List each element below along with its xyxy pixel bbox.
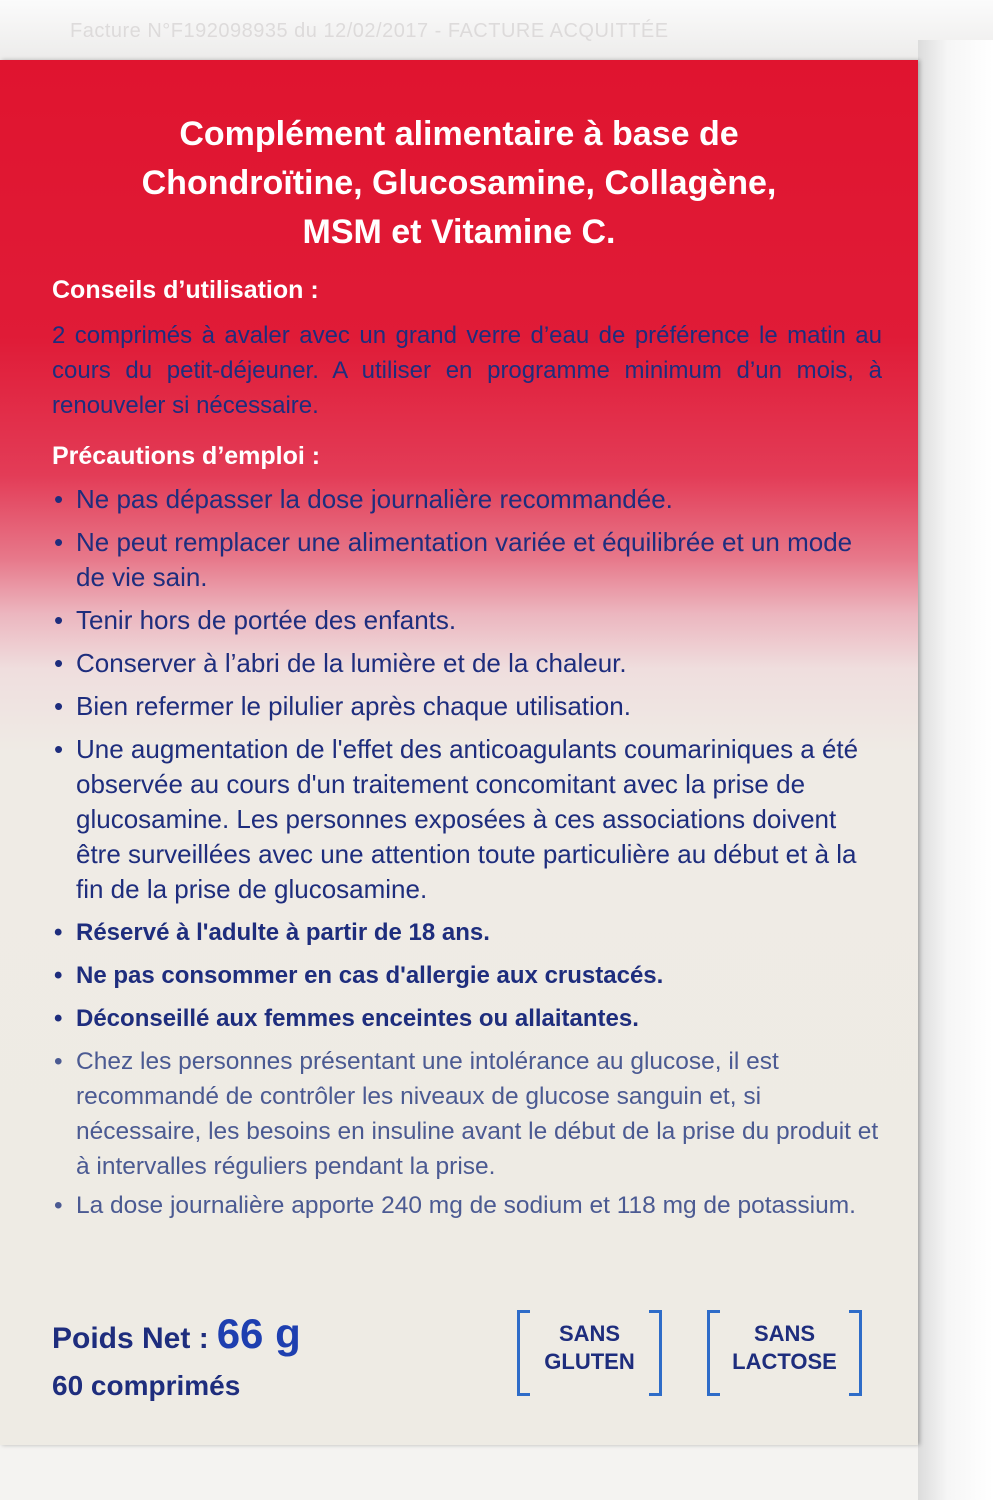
- tablet-count: 60 comprimés: [52, 1370, 241, 1401]
- list-item: • Ne peut remplacer une alimentation variée et équilibrée et un mode de vie sain.: [52, 525, 882, 595]
- badge-line: LACTOSE: [732, 1349, 837, 1374]
- usage-heading: Conseils d’utilisation :: [52, 276, 319, 304]
- receipt-imprint: Facture N°F192098935 du 12/02/2017 - FACTURE ACQUITTÉE: [70, 20, 669, 42]
- list-item-bold: • Déconseillé aux femmes enceintes ou allaitantes.: [52, 1001, 882, 1036]
- list-item-bold: • Ne pas consommer en cas d'allergie aux crustacés.: [52, 958, 882, 993]
- badge-line: SANS: [753, 1321, 816, 1346]
- badge-line: GLUTEN: [544, 1349, 635, 1374]
- gluten-free-badge: [517, 1310, 662, 1398]
- badge-line: SANS: [558, 1321, 621, 1346]
- list-item: • Tenir hors de portée des enfants.: [52, 603, 882, 638]
- lactose-free-badge: [707, 1310, 862, 1398]
- list-item-light: • Chez les personnes présentant une intolérance au glucose, il est recommandé de contrôler les niveaux de glucose sanguin et, si nécessaire, les besoins en insuline avant le début de la prise du produit et à intervalles réguliers pendant la prise.: [52, 1044, 882, 1184]
- list-item-bold: • Réservé à l'adulte à partir de 18 ans.: [52, 915, 882, 950]
- title-line: Chondroïtine, Glucosamine, Collagène,: [141, 164, 777, 202]
- usage-text: 2 comprimés à avaler avec un grand verre d’eau de préférence le matin au cours du petit-déjeuner. A utiliser en programme minimum d’un mois, à renouveler si nécessaire.: [52, 322, 882, 419]
- list-item: • Ne pas dépasser la dose journalière recommandée.: [52, 482, 882, 517]
- product-title: [0, 110, 918, 257]
- box-side-edge: [918, 40, 993, 1500]
- precautions-list: [52, 482, 882, 1223]
- list-item: • Conserver à l’abri de la lumière et de la chaleur.: [52, 646, 882, 681]
- list-item-light: • La dose journalière apporte 240 mg de sodium et 118 mg de potassium.: [52, 1188, 882, 1223]
- net-weight-label: Poids Net :: [52, 1322, 209, 1355]
- net-weight: [52, 1310, 301, 1358]
- net-weight-value: 66 g: [216, 1310, 301, 1357]
- title-line: Complément alimentaire à base de: [179, 115, 739, 153]
- precautions-heading: Précautions d’emploi :: [52, 442, 321, 470]
- list-item: • Bien refermer le pilulier après chaque utilisation.: [52, 689, 882, 724]
- list-item: • Une augmentation de l'effet des anticoagulants coumariniques a été observée au cours d'un traitement concomitant avec la prise de glucosamine. Les personnes exposées à ces associations doivent être surveillées avec une attention toute particulière au début et à la fin de la prise de glucosamine.: [52, 732, 882, 907]
- title-line: MSM et Vitamine C.: [302, 213, 616, 251]
